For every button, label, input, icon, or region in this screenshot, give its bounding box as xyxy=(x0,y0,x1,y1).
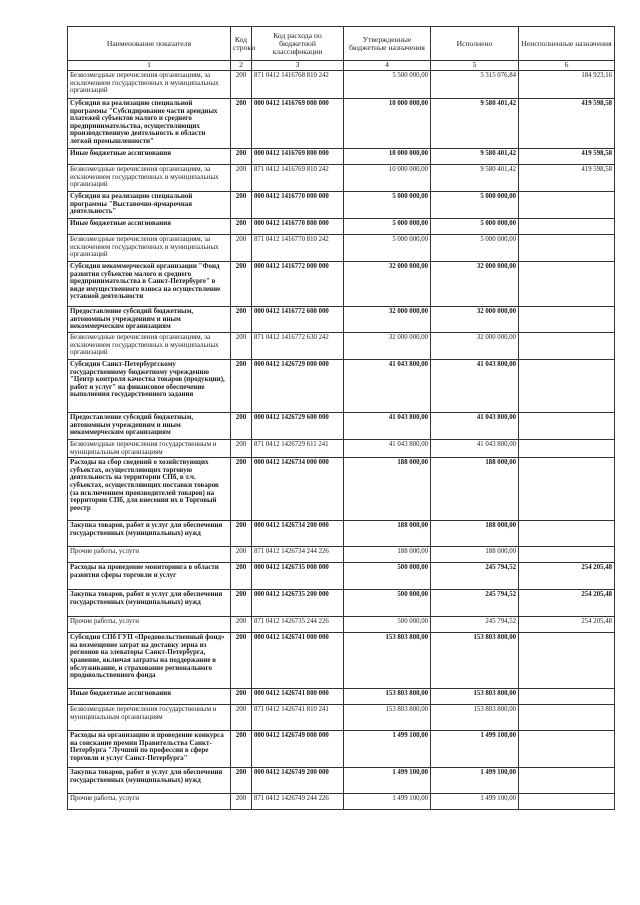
row-unexecuted xyxy=(519,731,615,768)
table-row xyxy=(68,360,615,413)
header-row xyxy=(68,27,615,61)
row-name: Иные бюджетные ассигнования xyxy=(68,689,231,705)
row-executed: 188 000,00 xyxy=(431,547,519,563)
row-budget-code: 871 0412 1426734 244 226 xyxy=(252,547,344,563)
table-row xyxy=(68,235,615,262)
row-approved: 5 000 000,00 xyxy=(344,235,431,262)
row-line-code: 200 xyxy=(231,590,252,617)
row-executed: 153 803 800,00 xyxy=(431,633,519,689)
row-budget-code: 871 0412 1416770 810 242 xyxy=(252,235,344,262)
row-name: Субсидия некоммерческой организации "Фонд развития субъектов малого и среднего предпринимательства в Санкт-Петербурге" в виде имущественного взноса на осуществление уставной деятельности xyxy=(68,262,231,307)
row-line-code: 200 xyxy=(231,360,252,413)
row-executed: 41 043 800,00 xyxy=(431,360,519,413)
row-approved: 188 000,00 xyxy=(344,521,431,547)
row-approved: 188 000,00 xyxy=(344,547,431,563)
row-approved: 10 000 000,00 xyxy=(344,165,431,192)
row-name: Иные бюджетные ассигнования xyxy=(68,219,231,235)
report-page xyxy=(67,26,614,810)
row-line-code: 200 xyxy=(231,440,252,458)
row-approved: 10 000 000,00 xyxy=(344,99,431,149)
column-number: 6 xyxy=(519,61,615,71)
table-row xyxy=(68,521,615,547)
row-unexecuted xyxy=(519,192,615,219)
row-executed: 245 794,52 xyxy=(431,590,519,617)
row-budget-code: 000 0412 1426729 600 000 xyxy=(252,413,344,440)
row-name: Иные бюджетные ассигнования xyxy=(68,149,231,165)
row-budget-code: 000 0412 1416769 000 000 xyxy=(252,99,344,149)
row-line-code: 200 xyxy=(231,413,252,440)
row-approved: 188 000,00 xyxy=(344,458,431,521)
row-budget-code: 871 0412 1426729 611 241 xyxy=(252,440,344,458)
row-name: Расходы на сбор сведений о хозяйствующих субъектах, осуществляющих торговую деятельность на территории СПб, в т.ч. субъектах, осуществляющих поставки товаров (за исключением производителей товаров) на территории СПб, для внесения их в Торговый реестр xyxy=(68,458,231,521)
row-executed: 153 803 800,00 xyxy=(431,689,519,705)
row-name: Субсидия на реализацию специальной программы "Субсидирование части арендных платежей субъектов малого и среднего предпринимательства, осуществляющих производственную деятельность в области легкой промышленности" xyxy=(68,99,231,149)
row-line-code: 200 xyxy=(231,262,252,307)
row-unexecuted xyxy=(519,413,615,440)
row-budget-code: 000 0412 1416772 600 000 xyxy=(252,307,344,333)
row-executed: 245 794,52 xyxy=(431,617,519,633)
row-executed: 245 794,52 xyxy=(431,563,519,590)
table-row xyxy=(68,731,615,768)
row-unexecuted: 419 598,58 xyxy=(519,165,615,192)
row-unexecuted xyxy=(519,219,615,235)
header-budget-code: Код расхода по бюджетной классификации xyxy=(252,27,344,61)
table-row xyxy=(68,262,615,307)
table-row xyxy=(68,192,615,219)
row-approved: 153 803 800,00 xyxy=(344,633,431,689)
row-unexecuted xyxy=(519,547,615,563)
row-budget-code: 000 0412 1426735 200 000 xyxy=(252,590,344,617)
row-budget-code: 000 0412 1426734 000 000 xyxy=(252,458,344,521)
row-approved: 41 043 800,00 xyxy=(344,413,431,440)
row-budget-code: 871 0412 1426749 244 226 xyxy=(252,794,344,810)
row-budget-code: 000 0412 1416772 000 000 xyxy=(252,262,344,307)
row-approved: 5 000 000,00 xyxy=(344,192,431,219)
row-name: Субсидия СПб ГУП «Продовольственный фонд» на возмещение затрат на доставку зерна из регионов на элеваторы Санкт-Петербурга, хранение, включая затраты на поддержание в обслуживание, и страхование регионального продовольственного фонда xyxy=(68,633,231,689)
column-number: 1 xyxy=(68,61,231,71)
row-line-code: 200 xyxy=(231,458,252,521)
column-number-row xyxy=(68,61,615,71)
table-row xyxy=(68,165,615,192)
row-unexecuted: 184 923,16 xyxy=(519,71,615,99)
row-budget-code: 000 0412 1426735 000 000 xyxy=(252,563,344,590)
row-name: Расходы на проведение мониторинга в области развития сферы торговли и услуг xyxy=(68,563,231,590)
row-unexecuted: 419 598,58 xyxy=(519,99,615,149)
table-row xyxy=(68,563,615,590)
row-name: Предоставление субсидий бюджетным, автономным учреждениям и иным некоммерческим организациям xyxy=(68,413,231,440)
row-budget-code: 000 0412 1426741 000 000 xyxy=(252,633,344,689)
row-budget-code: 871 0412 1426741 810 241 xyxy=(252,705,344,731)
row-name: Прочие работы, услуги xyxy=(68,617,231,633)
row-budget-code: 871 0412 1416769 810 242 xyxy=(252,165,344,192)
row-executed: 41 043 800,00 xyxy=(431,440,519,458)
row-name: Закупка товаров, работ и услуг для обеспечения государственных (муниципальных) нужд xyxy=(68,521,231,547)
row-budget-code: 871 0412 1416768 810 242 xyxy=(252,71,344,99)
row-executed: 32 000 000,00 xyxy=(431,307,519,333)
table-row xyxy=(68,307,615,333)
row-executed: 1 499 100,00 xyxy=(431,731,519,768)
row-unexecuted xyxy=(519,633,615,689)
header-executed: Исполнено xyxy=(431,27,519,61)
row-name: Безвозмездные перечисления организациям, за исключением государственных и муниципальных организаций xyxy=(68,165,231,192)
row-executed: 188 000,00 xyxy=(431,521,519,547)
header-line-code: Код строки xyxy=(231,27,252,61)
row-name: Прочие работы, услуги xyxy=(68,794,231,810)
row-budget-code: 000 0412 1426741 800 000 xyxy=(252,689,344,705)
row-line-code: 200 xyxy=(231,219,252,235)
row-budget-code: 000 0412 1416769 800 000 xyxy=(252,149,344,165)
row-name: Закупка товаров, работ и услуг для обеспечения государственных (муниципальных) нужд xyxy=(68,590,231,617)
table-row xyxy=(68,149,615,165)
column-number: 5 xyxy=(431,61,519,71)
row-line-code: 200 xyxy=(231,547,252,563)
row-executed: 9 580 401,42 xyxy=(431,99,519,149)
row-approved: 10 000 000,00 xyxy=(344,149,431,165)
table-row xyxy=(68,71,615,99)
row-executed: 153 803 800,00 xyxy=(431,705,519,731)
row-line-code: 200 xyxy=(231,99,252,149)
row-unexecuted: 254 205,48 xyxy=(519,617,615,633)
row-executed: 5 000 000,00 xyxy=(431,219,519,235)
row-executed: 5 315 076,84 xyxy=(431,71,519,99)
row-approved: 1 499 100,00 xyxy=(344,768,431,794)
row-line-code: 200 xyxy=(231,563,252,590)
table-row xyxy=(68,768,615,794)
row-line-code: 200 xyxy=(231,333,252,360)
table-row xyxy=(68,458,615,521)
row-approved: 500 000,00 xyxy=(344,590,431,617)
table-row xyxy=(68,333,615,360)
row-line-code: 200 xyxy=(231,165,252,192)
row-line-code: 200 xyxy=(231,71,252,99)
table-body xyxy=(68,71,615,810)
row-line-code: 200 xyxy=(231,617,252,633)
row-budget-code: 000 0412 1416770 000 000 xyxy=(252,192,344,219)
column-number: 4 xyxy=(344,61,431,71)
row-name: Субсидия на реализацию специальной программы "Выставочно-ярмарочная деятельность" xyxy=(68,192,231,219)
row-line-code: 200 xyxy=(231,705,252,731)
row-approved: 41 043 800,00 xyxy=(344,440,431,458)
row-executed: 5 000 000,00 xyxy=(431,235,519,262)
row-approved: 5 500 000,00 xyxy=(344,71,431,99)
row-executed: 1 499 100,00 xyxy=(431,794,519,810)
row-budget-code: 000 0412 1416770 800 000 xyxy=(252,219,344,235)
row-line-code: 200 xyxy=(231,794,252,810)
row-line-code: 200 xyxy=(231,768,252,794)
row-executed: 32 000 000,00 xyxy=(431,333,519,360)
table-row xyxy=(68,547,615,563)
row-unexecuted: 419 598,58 xyxy=(519,149,615,165)
row-executed: 9 580 401,42 xyxy=(431,149,519,165)
row-name: Расходы на организацию и проведение конкурса на соискание премии Правительства Санкт-Петербурга "Лучший по профессии в сфере торговли и услуг Санкт-Петербурга" xyxy=(68,731,231,768)
table-row xyxy=(68,633,615,689)
row-executed: 9 580 401,42 xyxy=(431,165,519,192)
row-unexecuted: 254 205,48 xyxy=(519,563,615,590)
row-unexecuted xyxy=(519,521,615,547)
row-unexecuted xyxy=(519,768,615,794)
table-row xyxy=(68,617,615,633)
row-name: Безвозмездные перечисления государственным и муниципальным организациям xyxy=(68,440,231,458)
row-approved: 500 000,00 xyxy=(344,617,431,633)
row-unexecuted xyxy=(519,307,615,333)
row-name: Безвозмездные перечисления организациям, за исключением государственных и муниципальных организаций xyxy=(68,71,231,99)
row-approved: 32 000 000,00 xyxy=(344,307,431,333)
row-budget-code: 000 0412 1426729 000 000 xyxy=(252,360,344,413)
table-row xyxy=(68,440,615,458)
budget-execution-table xyxy=(67,26,615,810)
column-number: 3 xyxy=(252,61,344,71)
row-unexecuted xyxy=(519,705,615,731)
row-approved: 153 803 800,00 xyxy=(344,689,431,705)
row-name: Предоставление субсидий бюджетным, автономным учреждениям и иным некоммерческим организациям xyxy=(68,307,231,333)
row-executed: 41 043 800,00 xyxy=(431,413,519,440)
row-name: Закупка товаров, работ и услуг для обеспечения государственных (муниципальных) нужд xyxy=(68,768,231,794)
row-budget-code: 871 0412 1416772 630 242 xyxy=(252,333,344,360)
row-unexecuted xyxy=(519,689,615,705)
row-name: Безвозмездные перечисления организациям, за исключением государственных и муниципальных организаций xyxy=(68,235,231,262)
row-name: Прочие работы, услуги xyxy=(68,547,231,563)
row-unexecuted xyxy=(519,794,615,810)
table-row xyxy=(68,794,615,810)
header-indicator-name: Наименование показателя xyxy=(68,27,231,61)
row-unexecuted xyxy=(519,458,615,521)
row-executed: 1 499 100,00 xyxy=(431,768,519,794)
row-approved: 41 043 800,00 xyxy=(344,360,431,413)
row-budget-code: 871 0412 1426735 244 226 xyxy=(252,617,344,633)
row-name: Субсидия Санкт-Петербургскому государственному бюджетному учреждению "Центр контроля качества товаров (продукции), работ и услуг" на финансовое обеспечение выполнения государственного задания xyxy=(68,360,231,413)
row-unexecuted: 254 205,48 xyxy=(519,590,615,617)
row-line-code: 200 xyxy=(231,192,252,219)
row-budget-code: 000 0412 1426749 200 000 xyxy=(252,768,344,794)
table-row xyxy=(68,705,615,731)
table-row xyxy=(68,689,615,705)
row-executed: 188 000,00 xyxy=(431,458,519,521)
row-approved: 500 000,00 xyxy=(344,563,431,590)
row-approved: 32 000 000,00 xyxy=(344,262,431,307)
column-number: 2 xyxy=(231,61,252,71)
row-approved: 5 000 000,00 xyxy=(344,219,431,235)
table-row xyxy=(68,219,615,235)
row-unexecuted xyxy=(519,262,615,307)
row-name: Безвозмездные перечисления государственным и муниципальным организациям xyxy=(68,705,231,731)
row-executed: 32 000 000,00 xyxy=(431,262,519,307)
row-line-code: 200 xyxy=(231,633,252,689)
row-line-code: 200 xyxy=(231,307,252,333)
row-executed: 5 000 000,00 xyxy=(431,192,519,219)
row-line-code: 200 xyxy=(231,521,252,547)
row-name: Безвозмездные перечисления организациям, за исключением государственных и муниципальных организаций xyxy=(68,333,231,360)
row-budget-code: 000 0412 1426734 200 000 xyxy=(252,521,344,547)
table-row xyxy=(68,413,615,440)
table-row xyxy=(68,590,615,617)
header-approved: Утвержденные бюджетные назначения xyxy=(344,27,431,61)
row-unexecuted xyxy=(519,235,615,262)
row-budget-code: 000 0412 1426749 000 000 xyxy=(252,731,344,768)
row-unexecuted xyxy=(519,440,615,458)
row-unexecuted xyxy=(519,360,615,413)
row-approved: 153 803 800,00 xyxy=(344,705,431,731)
header-unexecuted: Неисполненные назначения xyxy=(519,27,615,61)
row-line-code: 200 xyxy=(231,149,252,165)
row-approved: 1 499 100,00 xyxy=(344,794,431,810)
row-line-code: 200 xyxy=(231,235,252,262)
row-approved: 1 499 100,00 xyxy=(344,731,431,768)
row-approved: 32 000 000,00 xyxy=(344,333,431,360)
row-line-code: 200 xyxy=(231,689,252,705)
table-row xyxy=(68,99,615,149)
row-line-code: 200 xyxy=(231,731,252,768)
row-unexecuted xyxy=(519,333,615,360)
